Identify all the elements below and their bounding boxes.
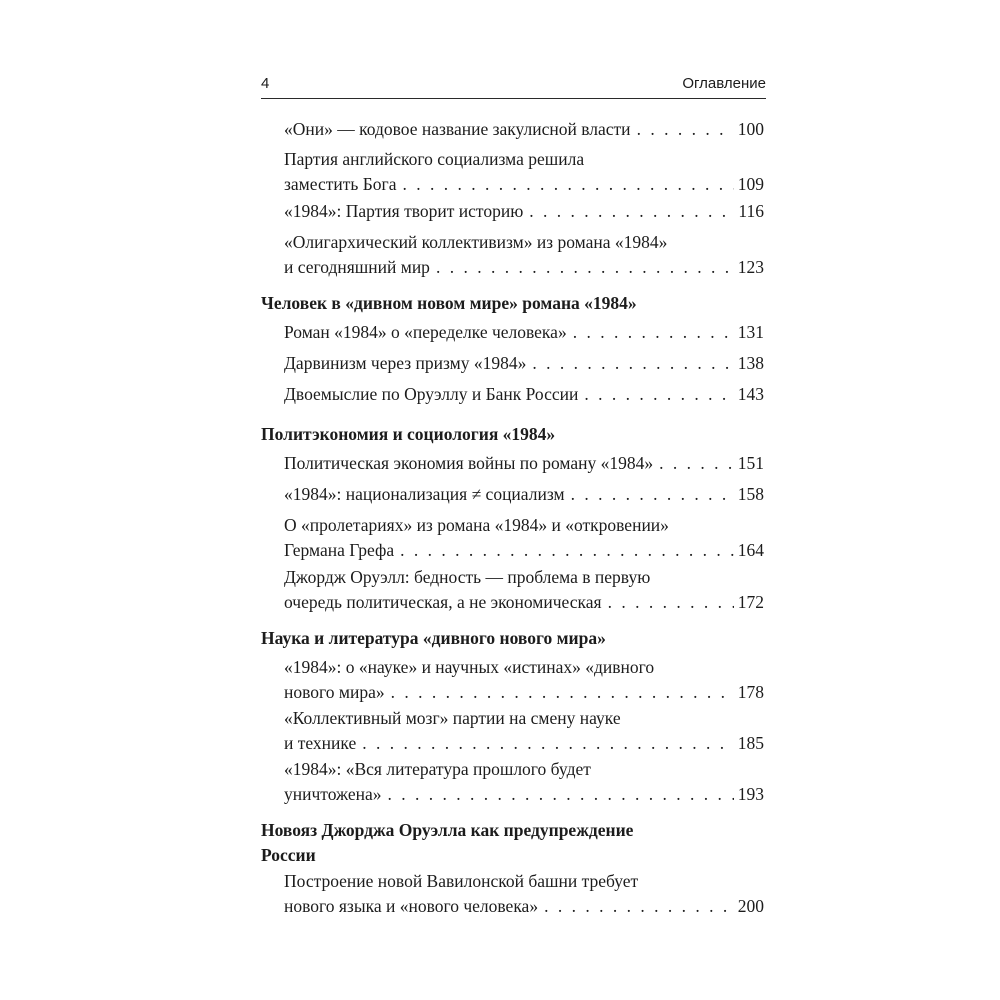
toc-entry-title: Дарвинизм через призму «1984» — [284, 353, 527, 373]
toc-entry-title: нового мира» — [284, 682, 385, 702]
section-heading — [261, 291, 766, 316]
toc-entry — [284, 351, 764, 376]
toc-entry-title: «1984»: о «науке» и научных «истинах» «дивного — [284, 657, 655, 677]
toc-entry-title: нового языка и «нового человека» — [284, 896, 539, 916]
toc-entry — [284, 382, 764, 407]
toc-page-number: 172 — [737, 592, 764, 612]
toc-page-number: 116 — [738, 201, 764, 221]
dot-leader — [571, 482, 734, 507]
toc-entry-title: Построение новой Вавилонской башни требует — [284, 871, 639, 891]
toc-entry-title: и сегодняшний мир — [284, 257, 430, 277]
page-header — [261, 74, 766, 99]
toc-page-number: 193 — [737, 784, 764, 804]
toc-entry-title: О «пролетариях» из романа «1984» и «откровении» — [284, 515, 669, 535]
toc-entry-title: Двоемыслие по Оруэллу и Банк России — [284, 384, 579, 404]
toc-page-number: 123 — [737, 257, 764, 277]
toc-entry-title: Политическая экономия войны по роману «1984» — [284, 453, 654, 473]
toc-entry-title: «1984»: Партия творит историю — [284, 201, 524, 221]
toc-entry — [284, 513, 764, 563]
page-number: 4 — [261, 75, 270, 92]
toc-entry-title: уничтожена» — [284, 784, 382, 804]
section-heading-line: Политэкономия и социология «1984» — [261, 424, 556, 444]
toc-entry — [284, 117, 764, 142]
toc-page-number: 100 — [737, 119, 764, 139]
toc-entry-title: Партия английского социализма решила — [284, 149, 585, 169]
toc-entry — [284, 757, 764, 807]
toc-page-number: 138 — [737, 353, 764, 373]
toc-page-number: 143 — [737, 384, 764, 404]
toc-entry — [284, 199, 764, 224]
section-heading-line: России — [261, 845, 316, 865]
dot-leader — [544, 894, 734, 919]
dot-leader — [573, 320, 734, 345]
toc-page-number: 158 — [737, 484, 764, 504]
dot-leader — [529, 199, 734, 224]
toc-page-number: 151 — [737, 453, 764, 473]
toc-entry — [284, 230, 764, 280]
dot-leader — [400, 538, 734, 563]
toc-entry — [284, 706, 764, 756]
toc-entry — [284, 451, 764, 476]
toc-entry-title: и технике — [284, 733, 357, 753]
toc-entry-title: очередь политическая, а не экономическая — [284, 592, 602, 612]
toc-entry-title: Германа Грефа — [284, 540, 395, 560]
dot-leader — [608, 590, 734, 615]
toc-entry-title: «1984»: национализация ≠ социализм — [284, 484, 565, 504]
section-heading — [261, 626, 766, 651]
toc-page-number: 164 — [737, 540, 764, 560]
dot-leader — [659, 451, 734, 476]
running-title: Оглавление — [682, 75, 766, 92]
toc-entry-title: «Они» — кодовое название закулисной власти — [284, 119, 631, 139]
toc-entry — [284, 565, 764, 615]
dot-leader — [391, 680, 734, 705]
toc-page-number: 200 — [737, 896, 764, 916]
dot-leader — [532, 351, 733, 376]
toc-entry-title: «Коллективный мозг» партии на смену науке — [284, 708, 621, 728]
dot-leader — [403, 172, 734, 197]
section-heading — [261, 818, 766, 868]
section-heading — [261, 422, 766, 447]
dot-leader — [362, 731, 734, 756]
dot-leader — [637, 117, 734, 142]
toc-entry — [284, 655, 764, 705]
toc-page-number: 185 — [737, 733, 764, 753]
toc-page-number: 178 — [737, 682, 764, 702]
toc-page-number: 109 — [737, 174, 764, 194]
toc-entry-title: Джордж Оруэлл: бедность — проблема в первую — [284, 567, 651, 587]
toc-page-number: 131 — [737, 322, 764, 342]
toc-entry-title: Роман «1984» о «переделке человека» — [284, 322, 567, 342]
toc-entry-title: «Олигархический коллективизм» из романа «1984» — [284, 232, 668, 252]
toc-entry — [284, 147, 764, 197]
dot-leader — [388, 782, 734, 807]
toc-entry — [284, 482, 764, 507]
section-heading-line: Наука и литература «дивного нового мира» — [261, 628, 606, 648]
toc-entry-title: «1984»: «Вся литература прошлого будет — [284, 759, 591, 779]
toc-entry — [284, 869, 764, 919]
toc-entry — [284, 320, 764, 345]
section-heading-line: Новояз Джорджа Оруэлла как предупреждение — [261, 820, 634, 840]
section-heading-line: Человек в «дивном новом мире» романа «1984» — [261, 293, 637, 313]
toc-entry-title: заместить Бога — [284, 174, 397, 194]
dot-leader — [436, 255, 734, 280]
dot-leader — [584, 382, 733, 407]
